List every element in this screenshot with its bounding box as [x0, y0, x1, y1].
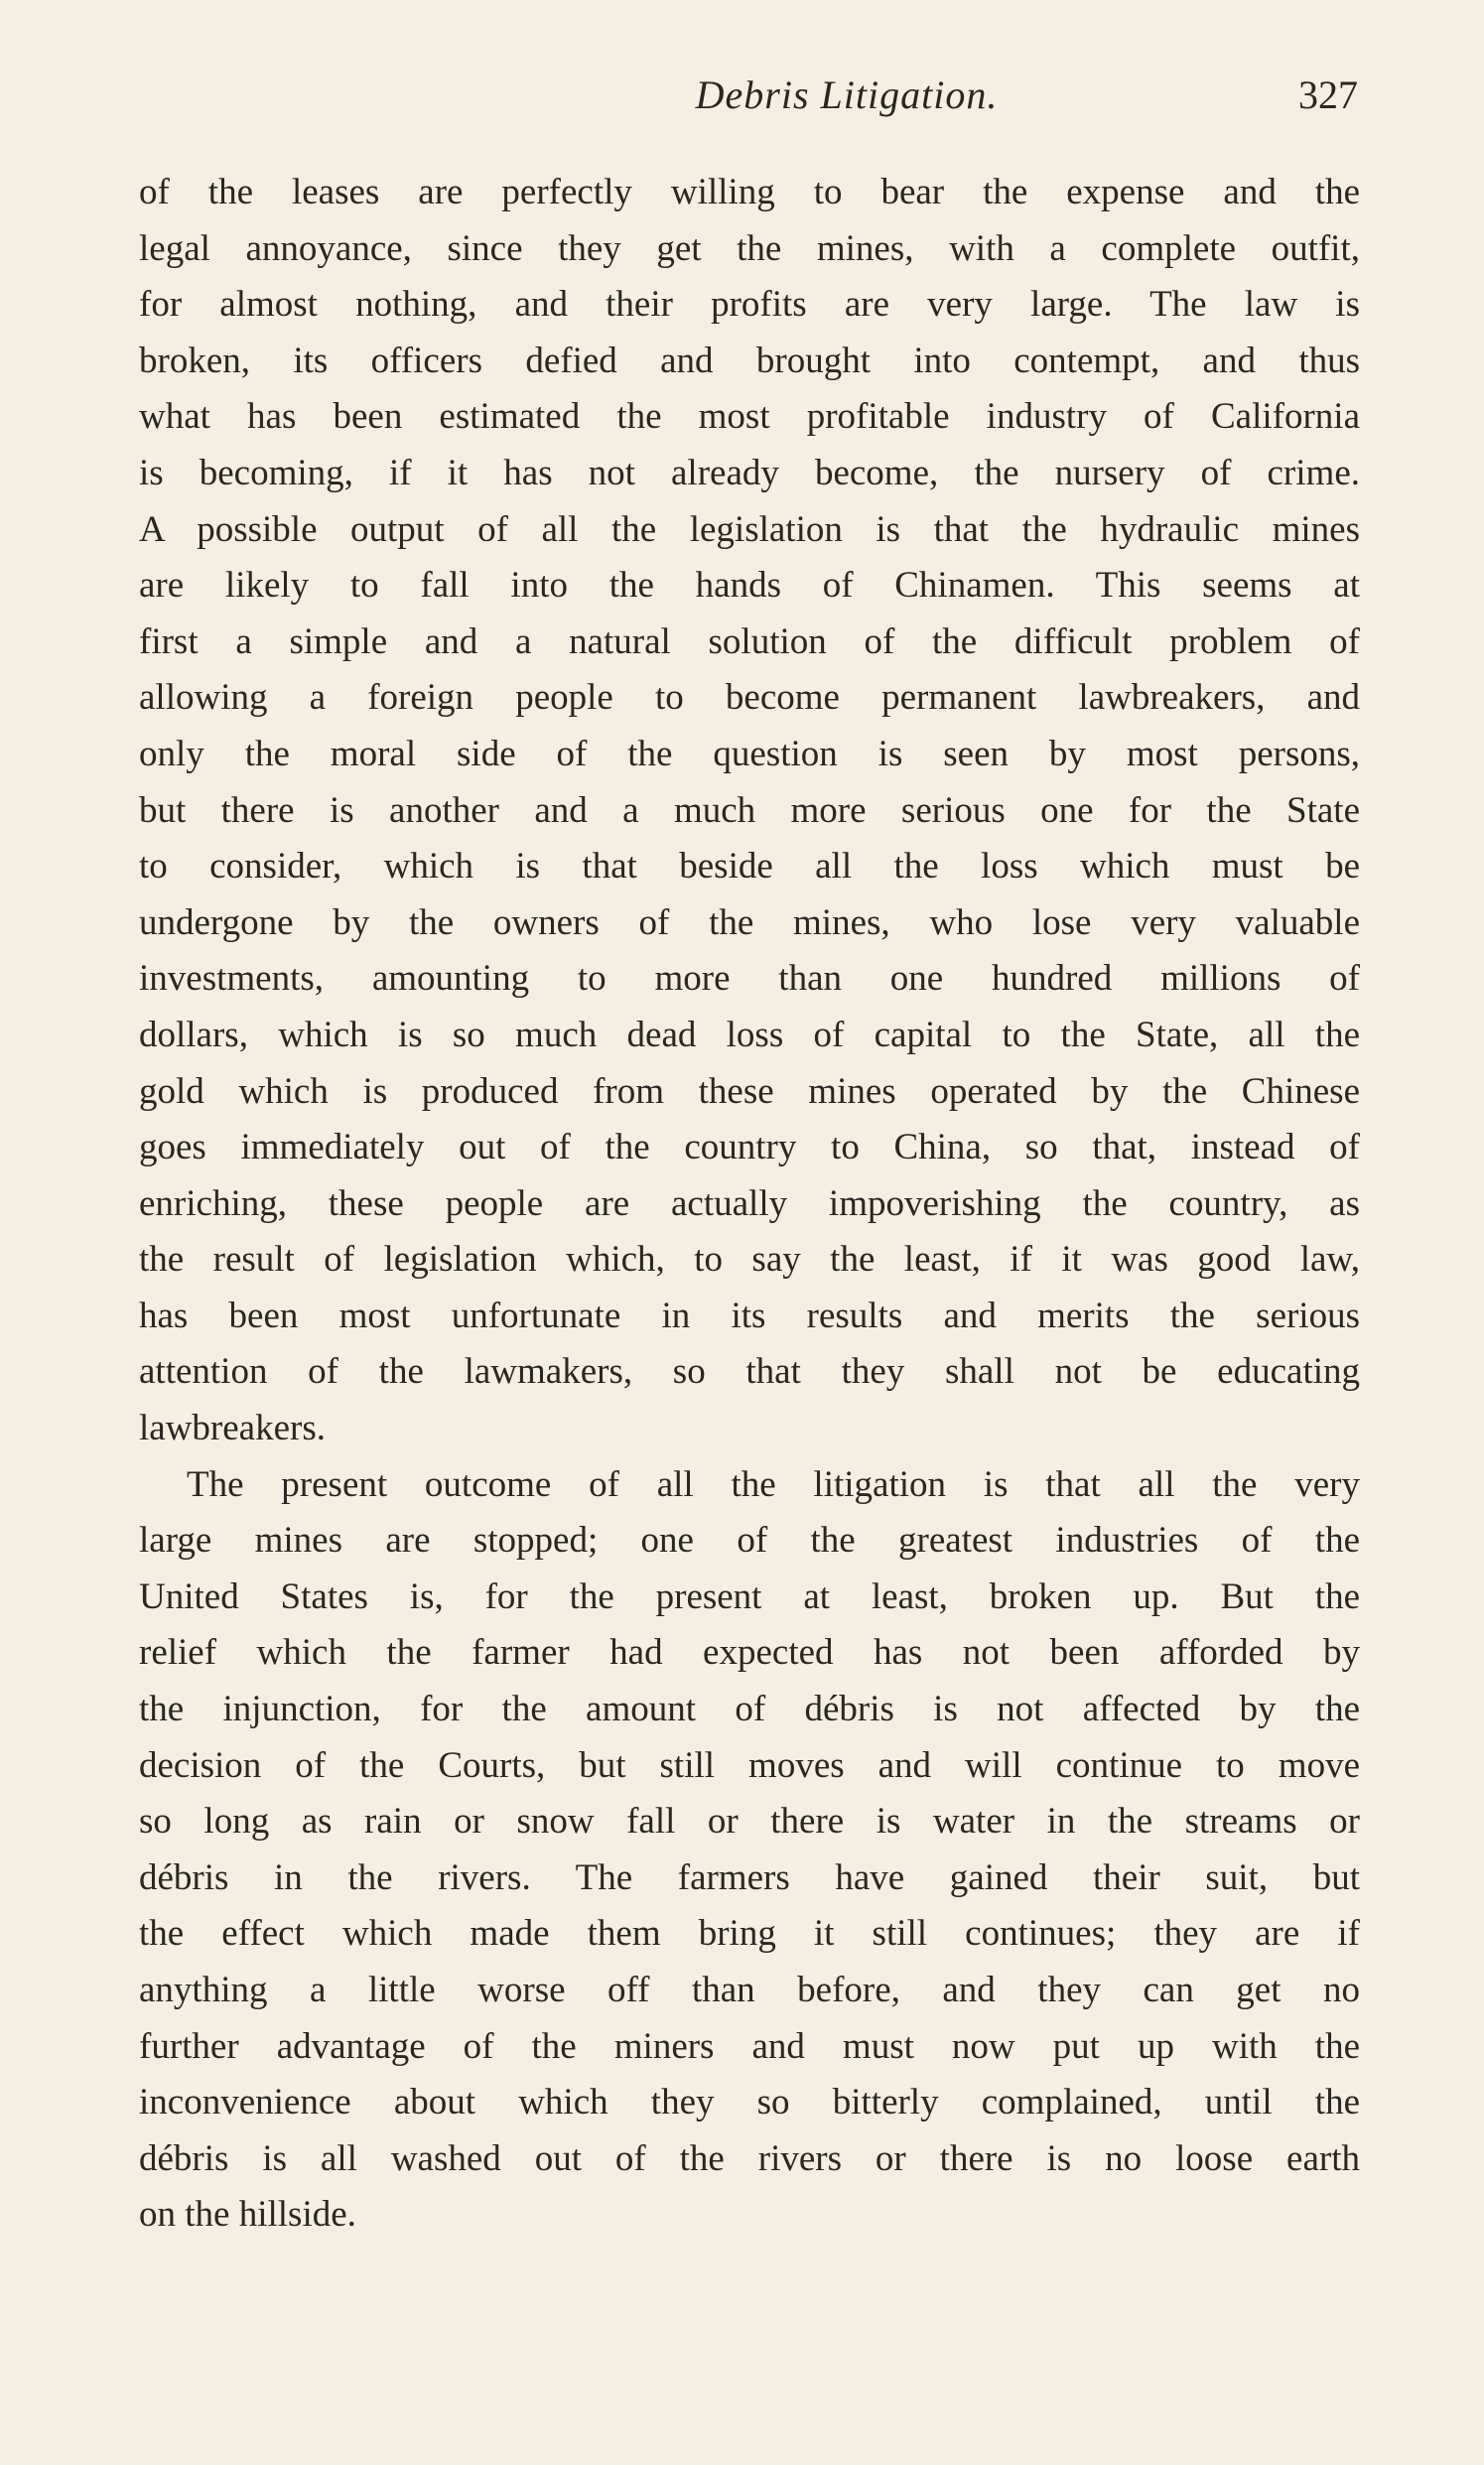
text-line: to consider, which is that beside all the loss which must be: [139, 846, 1360, 888]
page-number: 327: [1298, 72, 1358, 117]
text-line: first a simple and a natural solution of the difficult problem of: [139, 620, 1360, 662]
text-line: only the moral side of the question is seen by most persons,: [139, 733, 1360, 774]
text-line: the effect which made them bring it still continues; they are if: [139, 1913, 1360, 1955]
text-line: enriching, these people are actually impoverishing the country, as: [139, 1182, 1360, 1224]
text-line: on the hillside.: [139, 2194, 356, 2236]
text-line: goes immediately out of the country to China, so that, instead of: [139, 1127, 1360, 1168]
text-line: inconvenience about which they so bitterly complained, until the: [139, 2082, 1360, 2123]
text-line: gold which is produced from these mines operated by the Chinese: [139, 1070, 1360, 1112]
text-line: for almost nothing, and their profits are very large. The law is: [139, 284, 1360, 326]
text-line: lawbreakers.: [139, 1408, 326, 1449]
text-line: is becoming, if it has not already become, the nursery of crime.: [139, 452, 1360, 493]
text-line: débris in the rivers. The farmers have gained their suit, but: [139, 1856, 1360, 1898]
text-line: decision of the Courts, but still moves and will continue to move: [139, 1744, 1360, 1786]
paragraph-1: [139, 165, 1360, 1457]
text-line: legal annoyance, since they get the mines, with a complete outfit,: [139, 227, 1360, 269]
page-header: [137, 71, 1358, 141]
text-line: A possible output of all the legislation is that the hydraulic mines: [139, 508, 1360, 550]
text-line: attention of the lawmakers, so that they shall not be educating: [139, 1351, 1360, 1393]
text-line: but there is another and a much more serious one for the State: [139, 789, 1360, 831]
text-line: the result of legislation which, to say the least, if it was good law,: [139, 1239, 1360, 1281]
text-line: so long as rain or snow fall or there is water in the streams or: [139, 1801, 1360, 1843]
text-line: undergone by the owners of the mines, who lose very valuable: [139, 901, 1360, 943]
text-line: The present outcome of all the litigation is that all the very: [187, 1463, 1360, 1505]
text-line: investments, amounting to more than one hundred millions of: [139, 958, 1360, 1000]
text-line: has been most unfortunate in its results and merits the serious: [139, 1295, 1360, 1336]
text-line: United States is, for the present at least, broken up. But the: [139, 1575, 1360, 1617]
body-text: [139, 165, 1360, 2244]
text-line: dollars, which is so much dead loss of capital to the State, all the: [139, 1014, 1360, 1055]
text-line: further advantage of the miners and must now put up with the: [139, 2025, 1360, 2067]
text-line: are likely to fall into the hands of Chinamen. This seems at: [139, 565, 1360, 607]
paragraph-2: [139, 1457, 1360, 2244]
text-line: the injunction, for the amount of débris is not affected by the: [139, 1689, 1360, 1730]
running-title: Debris Litigation.: [695, 72, 999, 117]
text-line: of the leases are perfectly willing to bear the expense and the: [139, 172, 1360, 212]
text-line: broken, its officers defied and brought into contempt, and thus: [139, 340, 1360, 381]
text-line: relief which the farmer had expected has not been afforded by: [139, 1632, 1360, 1674]
text-line: allowing a foreign people to become permanent lawbreakers, and: [139, 677, 1360, 719]
text-line: large mines are stopped; one of the greatest industries of the: [139, 1520, 1360, 1562]
text-line: anything a little worse off than before, and they can get no: [139, 1970, 1360, 2010]
text-line: what has been estimated the most profitable industry of California: [139, 396, 1360, 438]
text-line: débris is all washed out of the rivers or there is no loose earth: [139, 2137, 1360, 2179]
